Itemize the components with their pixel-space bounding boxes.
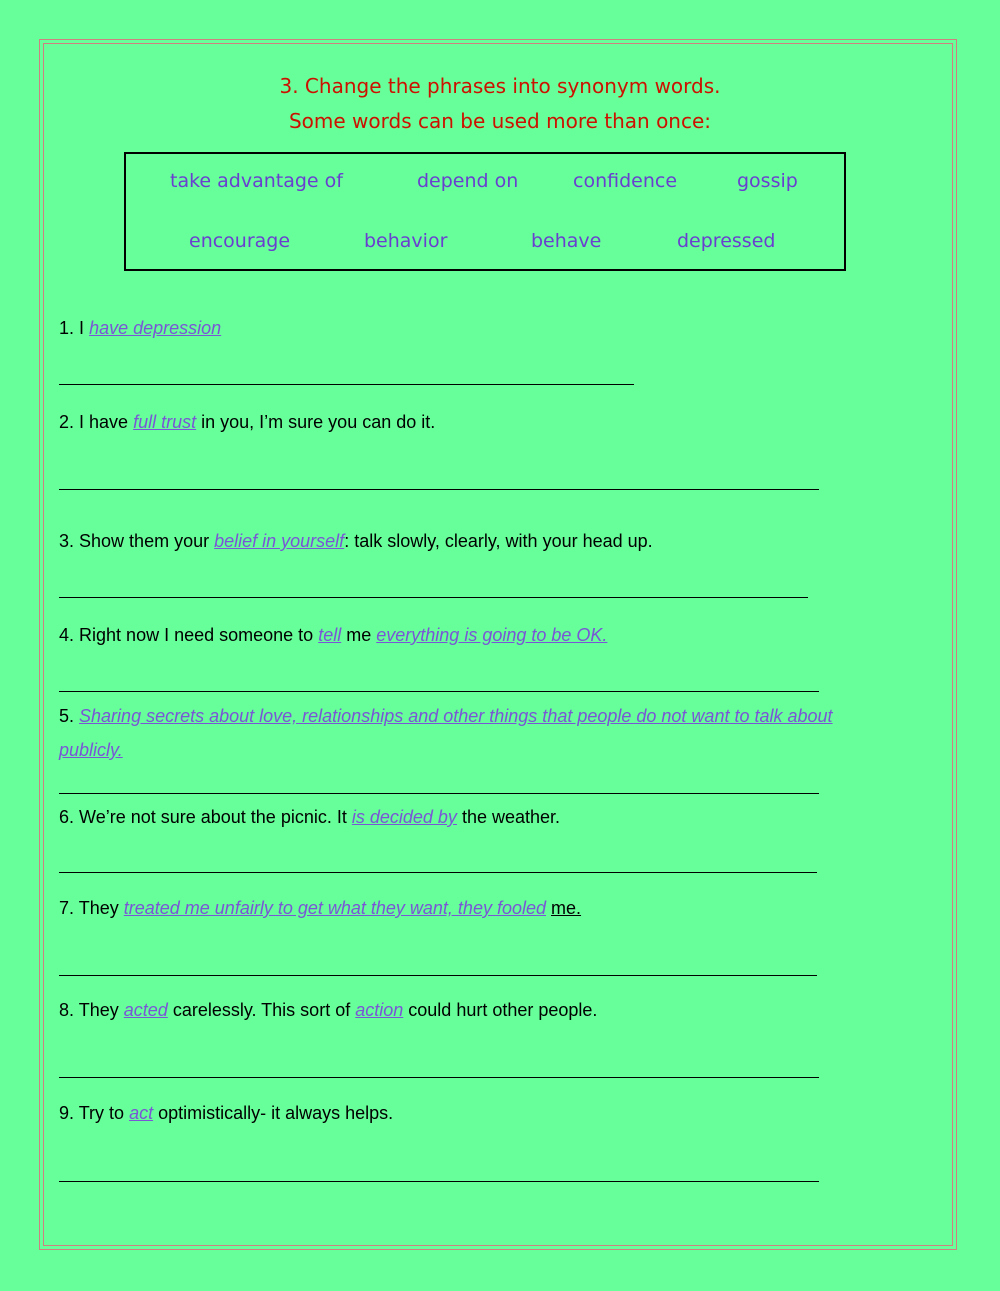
question-9: [59, 1103, 393, 1124]
question-text: me.: [551, 898, 582, 918]
phrase-to-replace: publicly.: [59, 740, 123, 760]
question-5: [59, 706, 833, 727]
question-number: 5.: [59, 706, 75, 726]
question-text: Try to: [78, 1103, 125, 1123]
question-text: Show them your: [79, 531, 210, 551]
word-bank-item: depend on: [417, 170, 519, 192]
word-bank-item: depressed: [677, 230, 776, 252]
phrase-to-replace: have depression: [89, 318, 222, 338]
word-bank-item: take advantage of: [170, 170, 343, 192]
question-text: carelessly. This sort of: [172, 1000, 351, 1020]
phrase-to-replace: act: [129, 1103, 154, 1123]
question-text: Right now I need someone to: [79, 625, 314, 645]
question-text: I: [79, 318, 85, 338]
question-7: [59, 898, 581, 919]
question-3: [59, 531, 653, 552]
question-text: I have: [79, 412, 129, 432]
phrase-to-replace: action: [355, 1000, 404, 1020]
question-text: optimistically- it always helps.: [158, 1103, 394, 1123]
answer-line-7[interactable]: [59, 975, 817, 976]
answer-line-6[interactable]: [59, 872, 817, 873]
instruction-title: 3. Change the phrases into synonym words.: [279, 74, 721, 98]
answer-line-8[interactable]: [59, 1077, 819, 1078]
question-number: 4.: [59, 625, 75, 645]
answer-line-3[interactable]: [59, 597, 808, 598]
question-number: 9.: [59, 1103, 75, 1123]
question-5-continued: [59, 740, 123, 761]
question-number: 3.: [59, 531, 75, 551]
answer-line-2[interactable]: [59, 489, 819, 490]
question-number: 1.: [59, 318, 75, 338]
answer-line-5[interactable]: [59, 793, 819, 794]
question-text: in you, I’m sure you can do it.: [201, 412, 436, 432]
phrase-to-replace: everything is going to be OK.: [376, 625, 608, 645]
question-text: They: [78, 1000, 119, 1020]
instruction-subtitle: Some words can be used more than once:: [288, 109, 712, 133]
phrase-to-replace: treated me unfairly to get what they want, they fooled: [123, 898, 546, 918]
question-number: 6.: [59, 807, 75, 827]
phrase-to-replace: full trust: [133, 412, 197, 432]
question-number: 7.: [59, 898, 75, 918]
phrase-to-replace: Sharing secrets about love, relationships and other things that people do not want to talk about: [79, 706, 833, 726]
question-number: 2.: [59, 412, 75, 432]
question-8: [59, 1000, 597, 1021]
word-bank-item: encourage: [189, 230, 291, 252]
word-bank-item: confidence: [573, 170, 678, 192]
phrase-to-replace: tell: [318, 625, 342, 645]
phrase-to-replace: acted: [123, 1000, 168, 1020]
question-4: [59, 625, 607, 646]
question-text: : talk slowly, clearly, with your head up.: [344, 531, 653, 551]
phrase-to-replace: belief in yourself: [214, 531, 345, 551]
answer-line-1[interactable]: [59, 384, 634, 385]
question-number: 8.: [59, 1000, 75, 1020]
question-2: [59, 412, 435, 433]
question-1: [59, 318, 221, 339]
word-bank-item: gossip: [737, 170, 798, 192]
question-6: [59, 807, 560, 828]
word-bank-item: behave: [531, 230, 602, 252]
question-text: They: [78, 898, 119, 918]
word-bank-item: behavior: [364, 230, 448, 252]
question-text: We’re not sure about the picnic. It: [79, 807, 347, 827]
question-text: could hurt other people.: [408, 1000, 598, 1020]
question-text: me: [346, 625, 372, 645]
question-text: the weather.: [461, 807, 561, 827]
answer-line-4[interactable]: [59, 691, 819, 692]
answer-line-9[interactable]: [59, 1181, 819, 1182]
phrase-to-replace: is decided by: [351, 807, 457, 827]
